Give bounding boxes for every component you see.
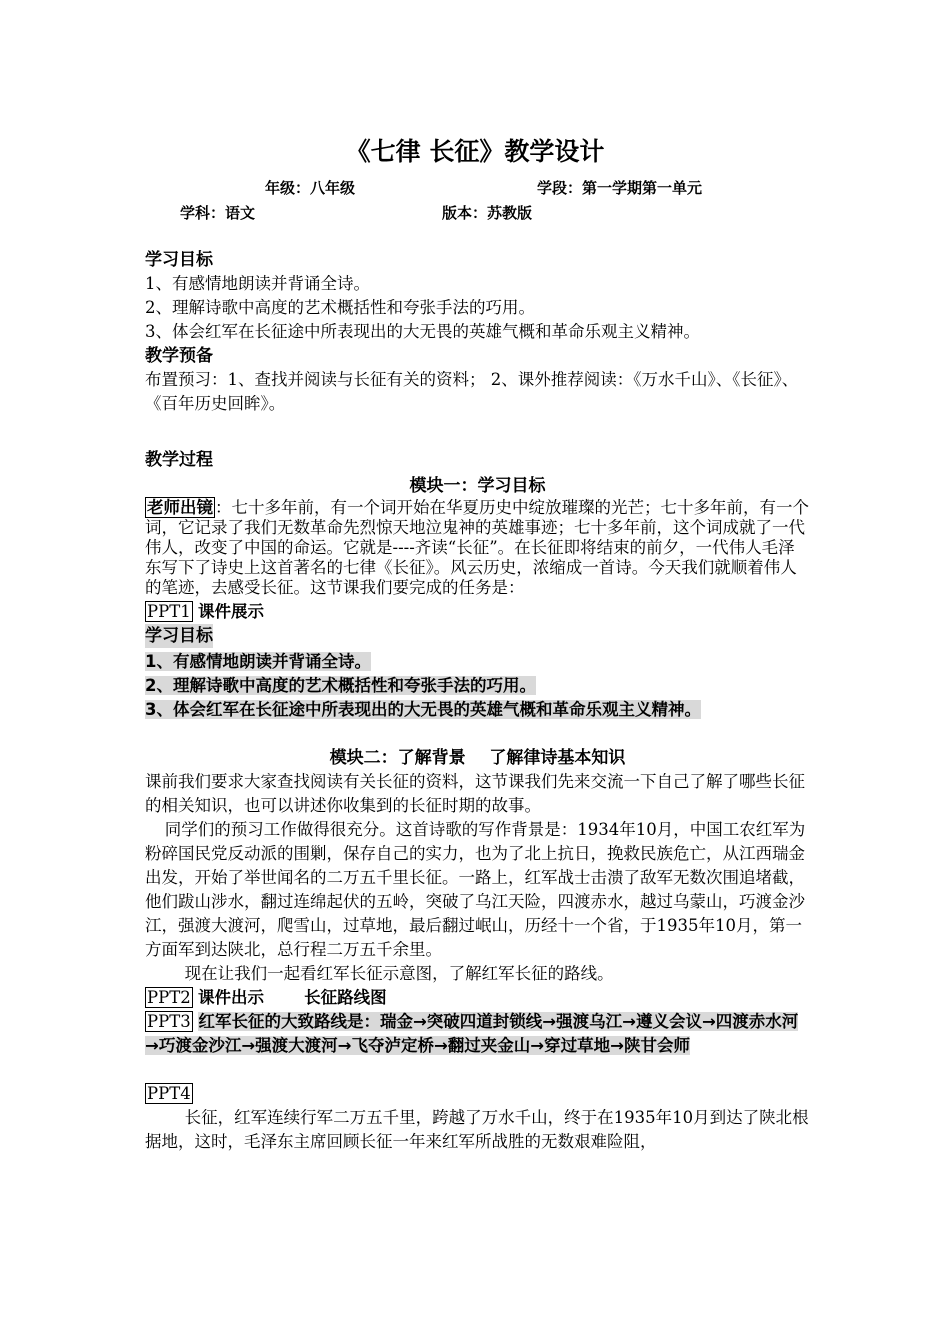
prep-heading: 教学预备	[145, 346, 213, 366]
meta-grade: 年级：八年级	[265, 179, 356, 197]
module1-goal: 3、体会红军在长征途中所表现出的大无畏的英雄气概和革命乐观主义精神。	[145, 700, 701, 719]
module1-goal: 1、有感情地朗读并背诵全诗。	[145, 652, 371, 671]
goal-item: 1、有感情地朗读并背诵全诗。	[145, 274, 370, 293]
ppt4-label: PPT4	[147, 1084, 191, 1103]
document-body	[145, 248, 810, 1154]
ppt3-label: PPT3	[147, 1012, 191, 1031]
module2-para4: 长征，红军连续行军二万五千里，跨越了万水千山，终于在1935年10月到达了陕北根据地，这时，毛泽东主席回顾长征一年来红军所战胜的无数艰难险阻，	[145, 1108, 809, 1151]
module2-para1: 课前我们要求大家查找阅读有关长征的资料，这节课我们先来交流一下自己了解了哪些长征的相关知识，也可以讲述你收集到的长征时期的故事。	[145, 772, 805, 815]
ppt1-line	[145, 600, 810, 624]
ppt2-label: PPT2	[147, 988, 191, 1007]
ppt3-line	[145, 1010, 810, 1058]
ppt4-line	[145, 1082, 810, 1106]
ppt2-text: 课件出示 长征路线图	[197, 988, 387, 1007]
meta-subject: 学科：语文	[180, 204, 256, 222]
module2-para2: 同学们的预习工作做得很充分。这首诗歌的写作背景是：1934年10月，中国工农红军为粉碎国民党反动派的围剿，保存自己的实力，也为了北上抗日，挽救民族危亡，从江西瑞金出发，开始了举世闻名的二万五千里长征。一路上，红军战士击溃了敌军无数次围追堵截，他们跋山涉水，翻过连绵起伏的五岭，突破了乌江天险，四渡赤水，越过乌蒙山，巧渡金沙江，强渡大渡河，爬雪山，过草地，最后翻过岷山，历经十一个省，于1935年10月，第一方面军到达陕北，总行程二万五千余里。	[145, 820, 806, 959]
goals-heading: 学习目标	[145, 250, 213, 270]
teacher-paragraph	[145, 498, 810, 598]
ppt1-text: 课件展示	[197, 602, 264, 621]
process-heading: 教学过程	[145, 450, 213, 470]
module1-title: 模块一：学习目标	[409, 476, 546, 496]
teacher-label: 老师出镜	[147, 498, 213, 517]
goal-item: 2、理解诗歌中高度的艺术概括性和夸张手法的巧用。	[145, 298, 535, 317]
meta-stage: 学段：第一学期第一单元	[537, 179, 703, 197]
module2-para3: 现在让我们一起看红军长征示意图，了解红军长征的路线。	[184, 964, 614, 983]
teacher-text: ：七十多年前，有一个词开始在华夏历史中绽放璀璨的光芒；七十多年前，有一个词，它记录了我们无数革命先烈惊天地泣鬼神的英雄事迹；七十多年前，这个词成就了一代伟人，改变了中国的命运。它就是----齐读“长征”。在长征即将结束的前夕，一代伟人毛泽东写下了诗史上这首著名的七律《长征》。风云历史，浓缩成一首诗。今天我们就顺着伟人的笔迹，去感受长征。这节课我们要完成的任务是：	[145, 498, 809, 597]
ppt1-label: PPT1	[147, 602, 191, 621]
page-title: 《七律 长征》教学设计	[345, 137, 605, 166]
ppt3-text: 红军长征的大致路线是：瑞金→突破四道封锁线→强渡乌江→遵义会议→四渡赤水河→巧渡金沙江→强渡大渡河→飞夺泸定桥→翻过夹金山→穿过草地→陕甘会师	[145, 1012, 799, 1055]
meta-edition: 版本：苏教版	[442, 204, 533, 222]
module1-goal: 2、理解诗歌中高度的艺术概括性和夸张手法的巧用。	[145, 676, 536, 695]
module2-title: 模块二：了解背景 了解律诗基本知识	[329, 748, 626, 768]
goal-item: 3、体会红军在长征途中所表现出的大无畏的英雄气概和革命乐观主义精神。	[145, 322, 700, 341]
prep-text: 布置预习：1、查找并阅读与长征有关的资料； 2、课外推荐阅读：《万水千山》、《长征》、《百年历史回眸》。	[145, 370, 799, 413]
module1-goals-heading: 学习目标	[145, 626, 213, 646]
ppt2-line	[145, 986, 810, 1010]
